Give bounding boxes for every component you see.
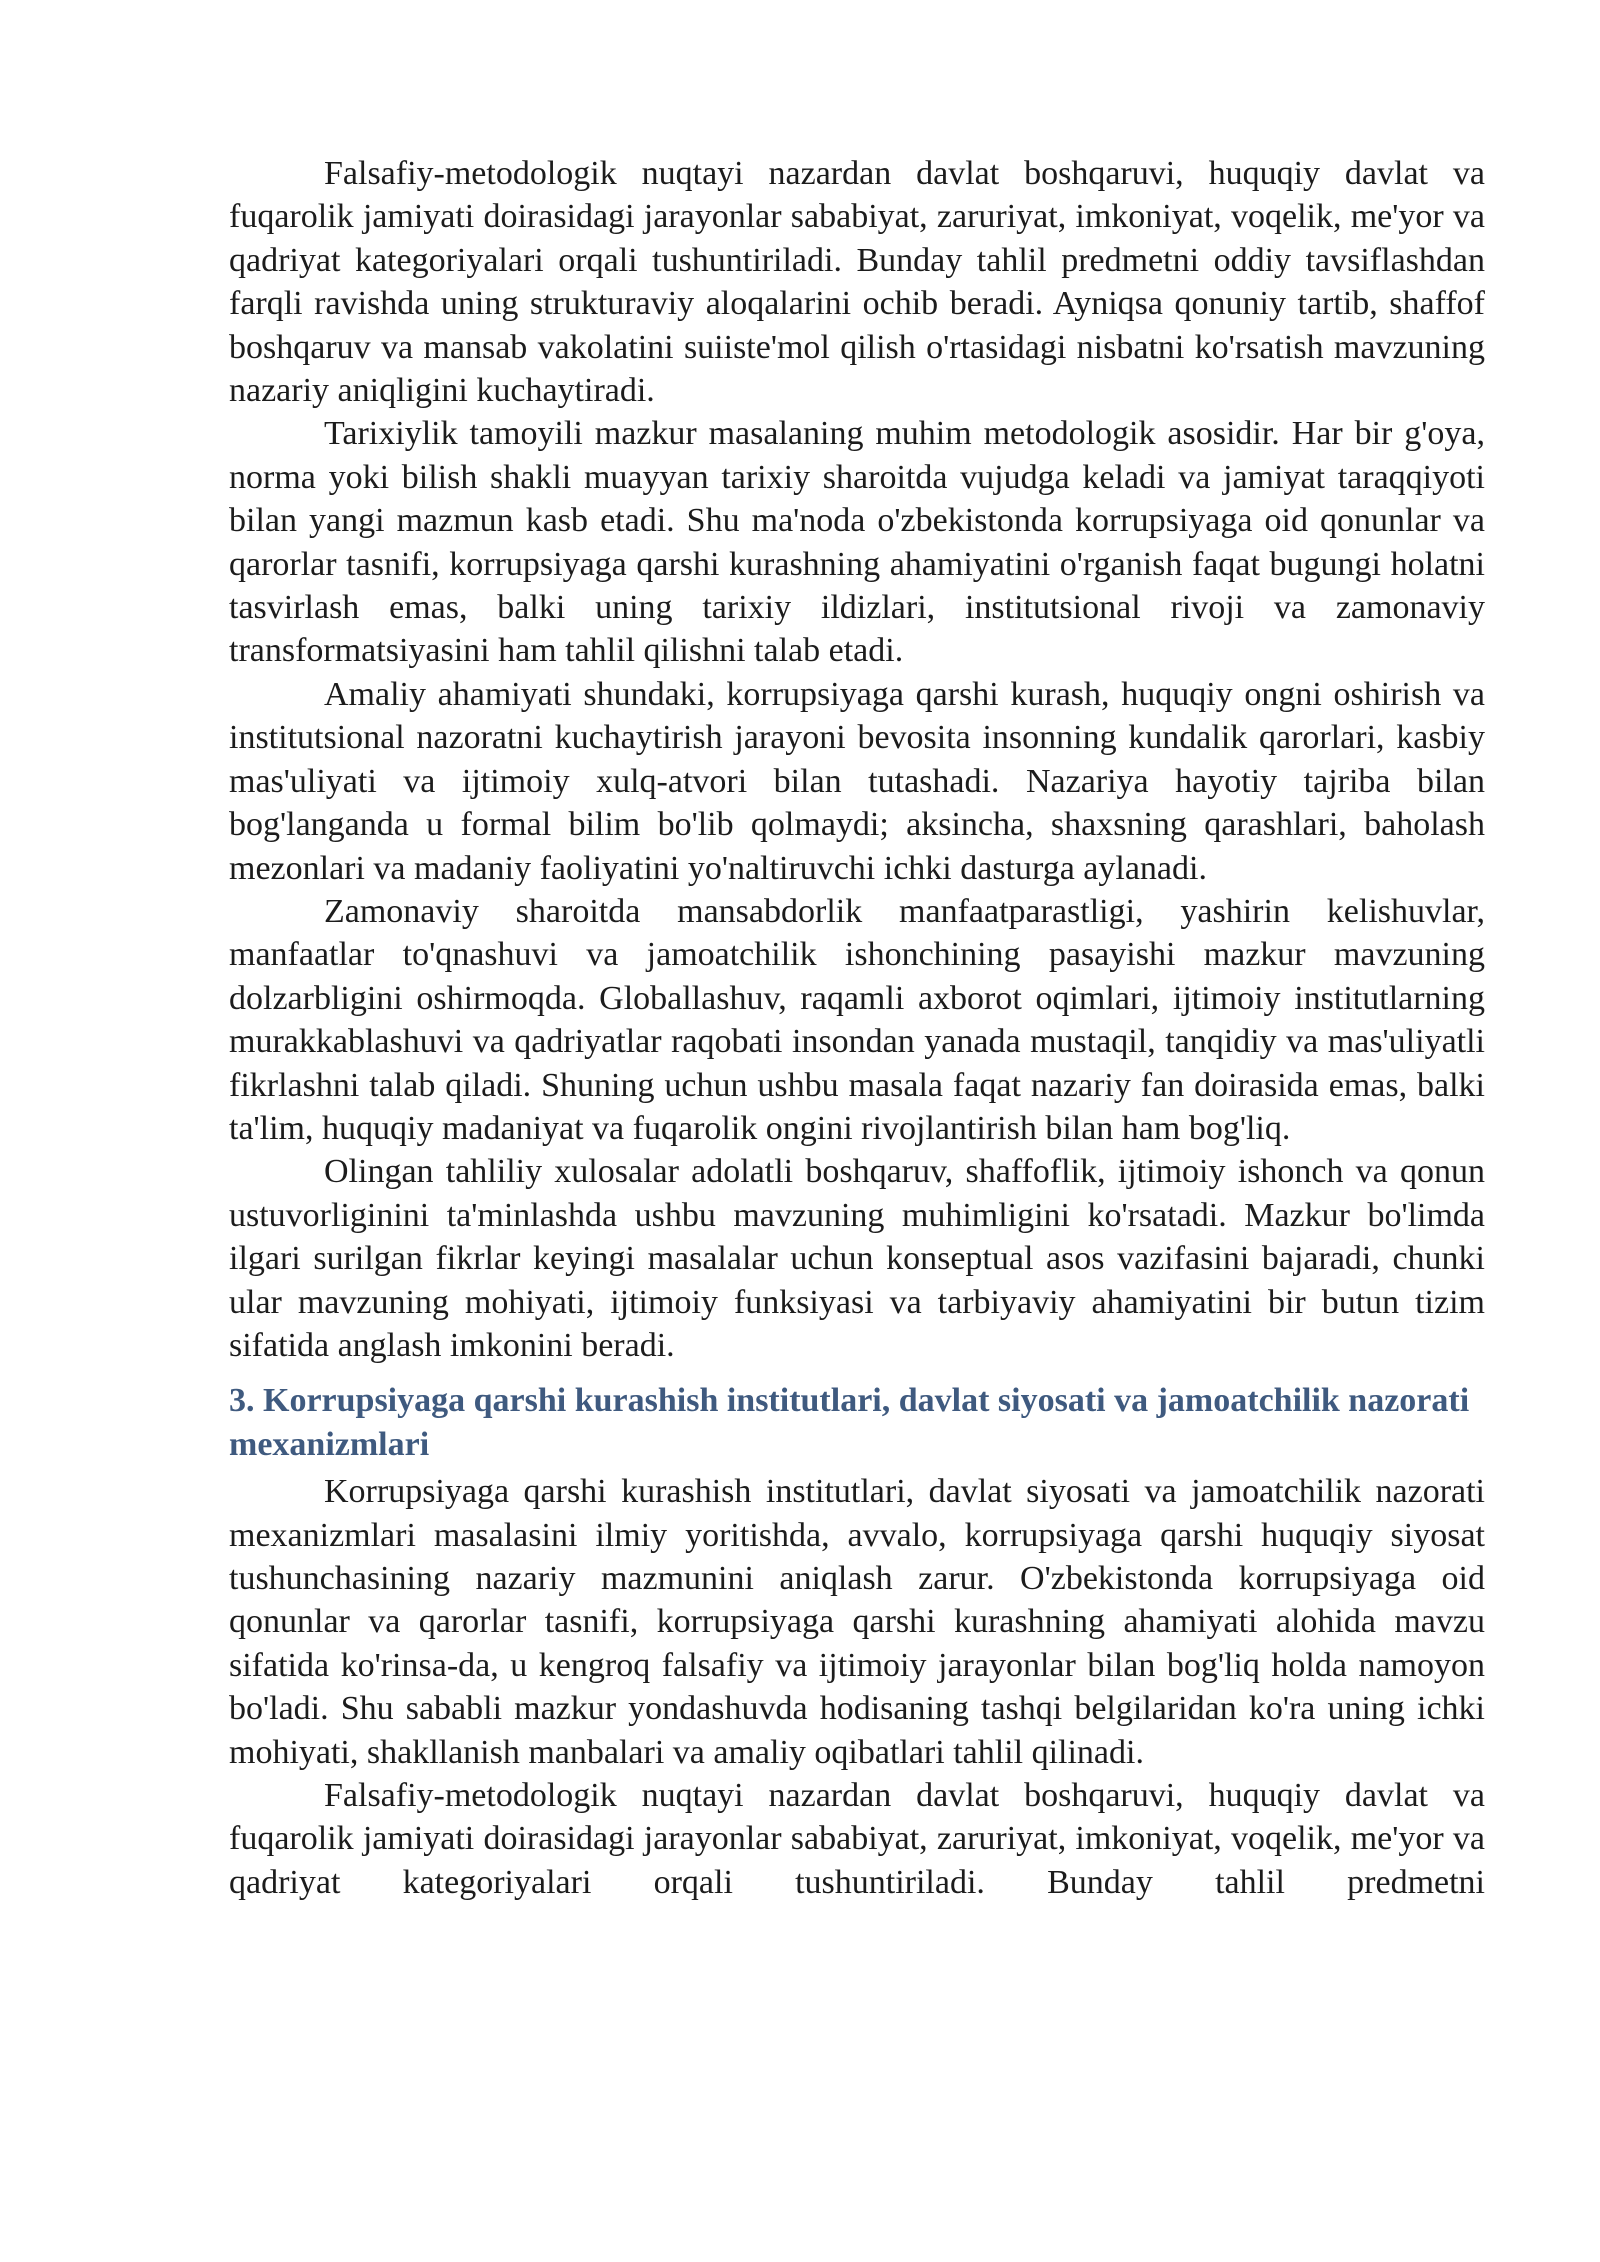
document-body [229, 152, 1485, 1904]
paragraph-philosophical-methodology: Falsafiy-metodologik nuqtayi nazardan davlat boshqaruvi, huquqiy davlat va fuqarolik jamiyati doirasidagi jarayonlar sababiyat, zaruriyat, imkoniyat, voqelik, me'yor va qadriyat kategoriyalari orqali tushuntiriladi. Bunday tahlil predmetni oddiy tavsiflashdan farqli ravishda uning strukturaviy aloqalarini ochib beradi. Ayniqsa qonuniy tartib, shaffof boshqaruv va mansab vakolatini suiiste'mol qilish o'rtasidagi nisbatni ko'rsatish mavzuning nazariy aniqligini kuchaytiradi. [229, 155, 1485, 410]
paragraph-modern-conditions: Zamonaviy sharoitda mansabdorlik manfaatparastligi, yashirin kelishuvlar, manfaatlar to'qnashuvi va jamoatchilik ishonchining pasayishi mazkur mavzuning dolzarbligini oshirmoqda. Globallashuv, raqamli axborot oqimlari, ijtimoiy institutlarning murakkablashuvi va qadriyatlar raqobati insondan yanada mustaqil, tanqidiy va mas'uliyatli fikrlashni talab qiladi. Shuning uchun ushbu masala faqat nazariy fan doirasida emas, balki ta'lim, huquqiy madaniyat va fuqarolik ongini rivojlantirish bilan ham bog'liq. [229, 892, 1485, 1147]
paragraph-conclusions: Olingan tahliliy xulosalar adolatli boshqaruv, shaffoflik, ijtimoiy ishonch va qonun ustuvorliginini ta'minlashda ushbu mavzuning muhimligini ko'rsatadi. Mazkur bo'limda ilgari surilgan fikrlar keyingi masalalar uchun konseptual asos vazifasini bajaradi, chunki ular mavzuning mohiyati, ijtimoiy funksiyasi va tarbiyaviy ahamiyatini bir butun tizim sifatida anglash imkonini beradi. [229, 1153, 1485, 1364]
paragraph-section-methodology: Falsafiy-metodologik nuqtayi nazardan davlat boshqaruvi, huquqiy davlat va fuqarolik jamiyati doirasidagi jarayonlar sababiyat, zaruriyat, imkoniyat, voqelik, me'yor va qadriyat kategoriyalari orqali tushuntiriladi. Bunday tahlil predmetni [229, 1777, 1485, 1901]
paragraph-practical-significance: Amaliy ahamiyati shundaki, korrupsiyaga qarshi kurash, huquqiy ongni oshirish va institutsional nazoratni kuchaytirish jarayoni bevosita insonning kundalik qarorlari, kasbiy mas'uliyati va ijtimoiy xulq-atvori bilan tutashadi. Nazariya hayotiy tajriba bilan bog'langanda u formal bilim bo'lib qolmaydi; aksincha, shaxsning qarashlari, baholash mezonlari va madaniy faoliyatini yo'naltiruvchi ichki dasturga aylanadi. [229, 675, 1485, 887]
paragraph-section-intro: Korrupsiyaga qarshi kurashish institutlari, davlat siyosati va jamoatchilik nazorati mexanizmlari masalasini ilmiy yoritishda, avvalo, korrupsiyaga qarshi huquqiy siyosat tushunchasining nazariy mazmunini aniqlash zarur. O'zbekistonda korrupsiyaga oid qonunlar va qarorlar tasnifi, korrupsiyaga qarshi kurashning ahamiyati alohida mavzu sifatida ko'rinsa-da, u kengroq falsafiy va ijtimoiy jarayonlar bilan bog'liq holda namoyon bo'ladi. Shu sababli mazkur yondashuvda hodisaning tashqi belgilaridan ko'ra uning ichki mohiyati, shakllanish manbalari va amaliy oqibatlari tahlil qilinadi. [229, 1473, 1485, 1771]
paragraph-historicism: Tarixiylik tamoyili mazkur masalaning muhim metodologik asosidir. Har bir g'oya, norma yoki bilish shakli muayyan tarixiy sharoitda vujudga keladi va jamiyat taraqqiyoti bilan yangi mazmun kasb etadi. Shu ma'noda o'zbekistonda korrupsiyaga oid qonunlar va qarorlar tasnifi, korrupsiyaga qarshi kurashning ahamiyatini o'rganish faqat bugungi holatni tasvirlash emas, balki uning tarixiy ildizlari, institutsional rivoji va zamonaviy transformatsiyasini ham tahlil qilishni talab etadi. [229, 415, 1485, 670]
section-heading: 3. Korrupsiyaga qarshi kurashish institutlari, davlat siyosati va jamoatchilik nazorati mexanizmlari [229, 1382, 1470, 1463]
